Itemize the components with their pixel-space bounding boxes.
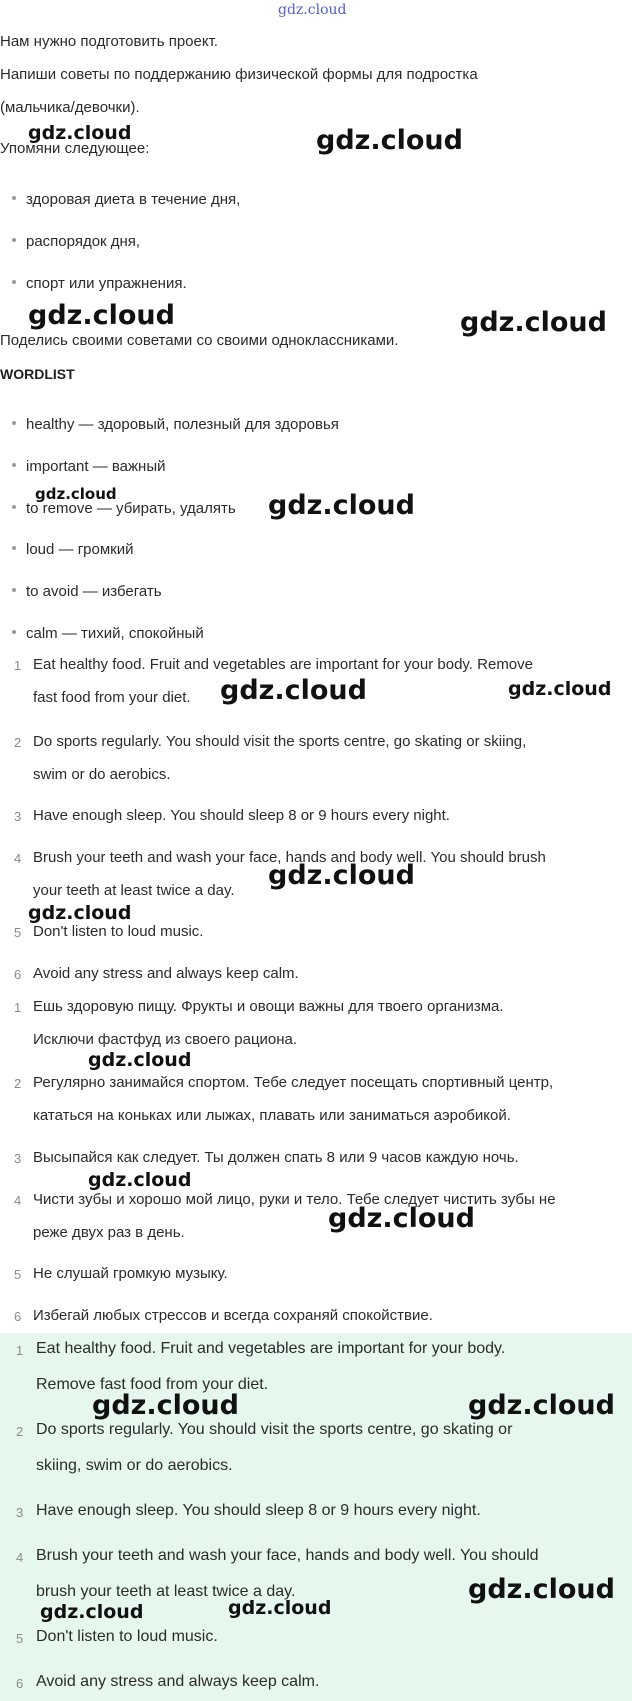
tip-line: Избегай любых стрессов и всегда сохраняй спокойствие.	[33, 1307, 433, 1324]
watermark: gdz.cloud	[88, 1169, 192, 1191]
tip-line: Не слушай громкую музыку.	[33, 1265, 228, 1282]
tip-line: реже двух раз в день.	[33, 1224, 185, 1241]
bullet-icon	[12, 630, 16, 634]
answer-line: Avoid any stress and always keep calm.	[36, 1673, 320, 1690]
watermark: gdz.cloud	[40, 1601, 144, 1623]
mention-item: здоровая диета в течение дня,	[12, 191, 240, 208]
tip-line: Исключи фастфуд из своего рациона.	[33, 1031, 298, 1048]
answer-line: Remove fast food from your diet.	[36, 1376, 269, 1393]
wordlist-item: loud — громкий	[12, 541, 133, 558]
wordlist-item: healthy — здоровый, полезный для здоровья	[12, 416, 339, 433]
tip-line: Brush your teeth and wash your face, hands and body well. You should brush	[33, 849, 546, 866]
bullet-icon	[12, 505, 16, 509]
watermark: gdz.cloud	[88, 1049, 192, 1071]
tip-line: Do sports regularly. You should visit the sports centre, go skating or skiing,	[33, 733, 527, 750]
tip-number: 1	[14, 658, 22, 673]
tip-number: 4	[14, 1193, 22, 1208]
answer-number: 5	[16, 1631, 24, 1646]
answer-number: 2	[16, 1424, 24, 1439]
tip-line: Eat healthy food. Fruit and vegetables are important for your body. Remove	[33, 656, 533, 673]
tip-number: 2	[14, 1076, 22, 1091]
tip-line: Чисти зубы и хорошо мой лицо, руки и тело. Тебе следует чистить зубы не	[33, 1191, 556, 1208]
wordlist-item: to avoid — избегать	[12, 583, 162, 600]
answer-line: brush your teeth at least twice a day.	[36, 1583, 296, 1600]
watermark: gdz.cloud	[508, 678, 612, 700]
watermark: gdz.cloud	[28, 902, 132, 924]
watermark: gdz.cloud	[468, 1390, 615, 1421]
watermark: gdz.cloud	[268, 490, 415, 521]
watermark: gdz.cloud	[328, 1203, 475, 1234]
watermark: gdz.cloud	[28, 300, 175, 331]
answer-number: 1	[16, 1343, 24, 1358]
watermark: gdz.cloud	[28, 122, 132, 144]
answer-line: Brush your teeth and wash your face, hands and body well. You should	[36, 1547, 539, 1564]
answer-number: 6	[16, 1676, 24, 1691]
share-line: Поделись своими советами со своими одноклассниками.	[0, 332, 399, 349]
tip-number: 6	[14, 967, 22, 982]
wordlist-item: important — важный	[12, 458, 165, 475]
watermark: gdz.cloud	[268, 860, 415, 891]
tip-number: 1	[14, 1000, 22, 1015]
tip-line: Avoid any stress and always keep calm.	[33, 965, 299, 982]
watermark: gdz.cloud	[35, 485, 117, 503]
bullet-icon	[12, 196, 16, 200]
answer-line: Have enough sleep. You should sleep 8 or 9 hours every night.	[36, 1502, 481, 1519]
mention-item: распорядок дня,	[12, 233, 140, 250]
bullet-icon	[12, 238, 16, 242]
intro-line-2: Напиши советы по поддержанию физической формы для подростка	[0, 66, 478, 83]
bullet-icon	[12, 421, 16, 425]
tip-line: your teeth at least twice a day.	[33, 882, 235, 899]
tip-line: Don't listen to loud music.	[33, 923, 204, 940]
answer-line: Do sports regularly. You should visit the sports centre, go skating or	[36, 1421, 513, 1438]
intro-line-1: Нам нужно подготовить проект.	[0, 33, 218, 50]
bullet-icon	[12, 463, 16, 467]
tip-number: 2	[14, 735, 22, 750]
answer-line: skiing, swim or do aerobics.	[36, 1457, 233, 1474]
intro-line-4: Упомяни следующее:	[0, 140, 150, 157]
answer-number: 3	[16, 1505, 24, 1520]
tip-line: fast food from your diet.	[33, 689, 191, 706]
tip-line: Регулярно занимайся спортом. Тебе следует посещать спортивный центр,	[33, 1074, 554, 1091]
watermark: gdz.cloud	[316, 125, 463, 156]
watermark-top: gdz.cloud	[278, 2, 347, 18]
tip-number: 3	[14, 809, 22, 824]
tip-line: кататься на коньках или лыжах, плавать или заниматься аэробикой.	[33, 1107, 511, 1124]
tip-number: 5	[14, 925, 22, 940]
wordlist-item: calm — тихий, спокойный	[12, 625, 204, 642]
answer-line: Don't listen to loud music.	[36, 1628, 218, 1645]
wordlist-title: WORDLIST	[0, 366, 75, 382]
bullet-icon	[12, 280, 16, 284]
answer-line: Eat healthy food. Fruit and vegetables are important for your body.	[36, 1340, 506, 1357]
tip-number: 4	[14, 851, 22, 866]
mention-item: спорт или упражнения.	[12, 275, 187, 292]
wordlist-item: to remove — убирать, удалять	[12, 500, 236, 517]
tip-number: 3	[14, 1151, 22, 1166]
tip-line: Высыпайся как следует. Ты должен спать 8 или 9 часов каждую ночь.	[33, 1149, 519, 1166]
watermark: gdz.cloud	[228, 1597, 332, 1619]
watermark: gdz.cloud	[460, 307, 607, 338]
intro-line-3: (мальчика/девочки).	[0, 99, 140, 116]
watermark: gdz.cloud	[92, 1390, 239, 1421]
bullet-icon	[12, 588, 16, 592]
tip-line: Ешь здоровую пищу. Фрукты и овощи важны для твоего организма.	[33, 998, 504, 1015]
tip-line: Have enough sleep. You should sleep 8 or 9 hours every night.	[33, 807, 450, 824]
tip-line: swim or do aerobics.	[33, 766, 171, 783]
tip-number: 5	[14, 1267, 22, 1282]
watermark: gdz.cloud	[220, 675, 367, 706]
answer-number: 4	[16, 1550, 24, 1565]
watermark: gdz.cloud	[468, 1574, 615, 1605]
bullet-icon	[12, 546, 16, 550]
tip-number: 6	[14, 1309, 22, 1324]
